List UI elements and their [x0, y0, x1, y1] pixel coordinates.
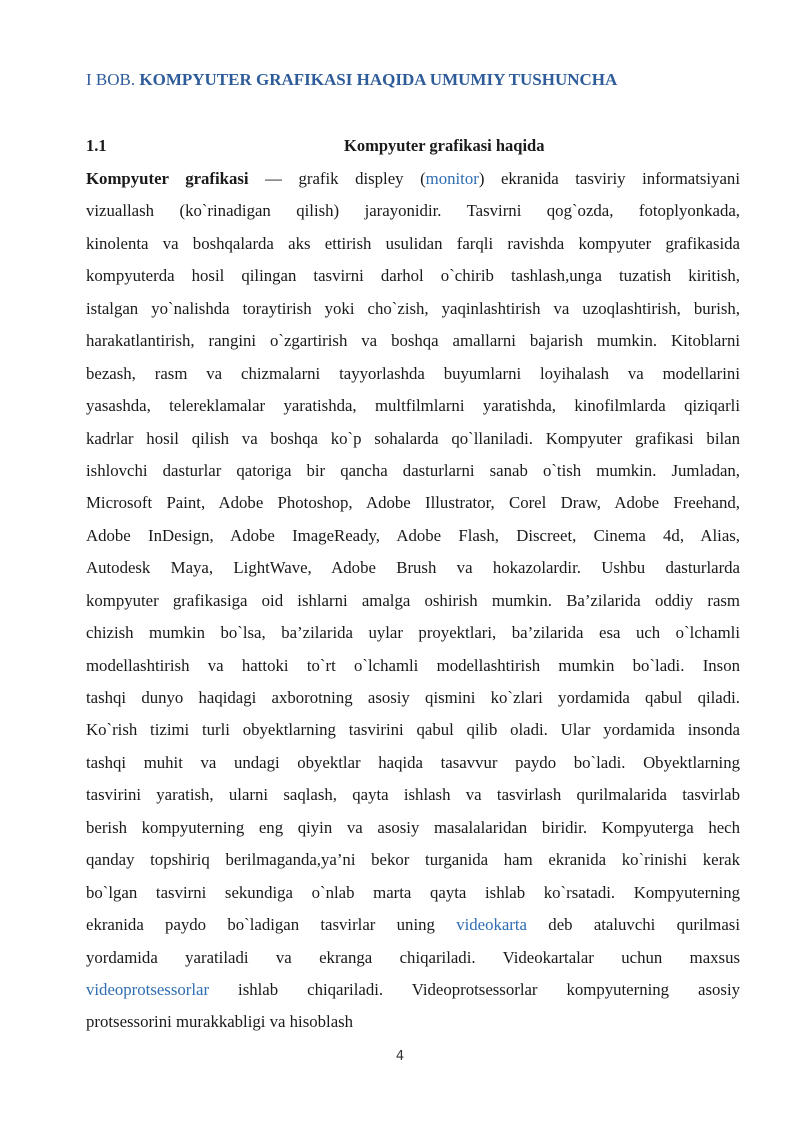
- paragraph-line: [86, 974, 740, 1006]
- paragraph-line: ishlovchi dasturlar qatoriga bir qancha dasturlarni sanab o`tish mumkin. Jumladan,: [86, 460, 740, 480]
- paragraph-line: harakatlantirish, rangini o`zgartirish va boshqa amallarni bajarish mumkin. Kitoblarni: [86, 331, 740, 351]
- paragraph-line-last: protsessorini murakkabligi va hisoblash: [86, 1012, 354, 1032]
- paragraph-line: tashqi dunyo haqidagi axborotning asosiy qismini ko`zlari yordamida qabul qiladi.: [86, 688, 740, 707]
- paragraph-line: modellashtirish va hattoki to`rt o`lchamli modellashtirish mumkin bo`ladi. Inson: [86, 655, 740, 675]
- page-number: 4: [395, 1049, 405, 1064]
- body-paragraph: [86, 163, 740, 1039]
- paragraph-line: qanday topshiriq berilmaganda,ya’ni bekor turganida ham ekranida ko`rinishi kerak: [86, 850, 740, 870]
- paragraph-line: kinolenta va boshqalarda aks ettirish usulidan farqli ravishda kompyuter grafikasida: [86, 233, 740, 253]
- section-title: Kompyuter grafikasi haqida: [344, 136, 545, 155]
- section-number: 1.1: [86, 136, 107, 155]
- paragraph-line: Adobe InDesign, Adobe ImageReady, Adobe Flash, Discreet, Cinema 4d, Alias,: [86, 525, 740, 545]
- paragraph-lines: [86, 195, 740, 909]
- paragraph-line: kadrlar hosil qilish va boshqa ko`p sohalarda qo`llaniladi. Kompyuter grafikasi bilan: [86, 428, 740, 448]
- paragraph-line: tasvirini yaratish, ularni saqlash, qayta ishlash va tasvirlash qurilmalarida tasvirlab: [86, 785, 740, 805]
- paragraph-text: ekranida paydo bo`ladigan tasvirlar uning: [86, 915, 457, 935]
- paragraph-line: bezash, rasm va chizmalarni tayyorlashda buyumlarni loyihalash va modellarini: [86, 363, 740, 383]
- paragraph-line: yasashda, telereklamalar yaratishda, multfilmlarni yaratishda, kinofilmlarda qiziqarli: [86, 396, 740, 416]
- section-heading: [86, 136, 740, 158]
- paragraph-line: tashqi muhit va undagi obyektlar haqida tasavvur paydo bo`ladi. Obyektlarning: [86, 752, 740, 772]
- monitor-link[interactable]: monitor: [425, 169, 479, 188]
- chapter-prefix: I BOB.: [86, 70, 140, 89]
- paragraph-line: berish kompyuterning eng qiyin va asosiy masalalaridan biridir. Kompyuterga hech: [86, 817, 740, 837]
- paragraph-line: istalgan yo`nalishda toraytirish yoki cho`zish, yaqinlashtirish va uzoqlashtirish, burish,: [86, 298, 740, 318]
- paragraph-line: [86, 163, 740, 195]
- paragraph-line: kompyuter grafikasiga oid ishlarni amalga oshirish mumkin. Ba’zilarida oddiy rasm: [86, 590, 740, 610]
- chapter-title: KOMPYUTER GRAFIKASI HAQIDA UMUMIY TUSHUNCHA: [139, 70, 618, 89]
- paragraph-line: kompyuterda hosil qilingan tasvirni darhol o`chirib tashlash,unga tuzatish kiritish,: [86, 266, 740, 286]
- paragraph-line: yordamida yaratiladi va ekranga chiqariladi. Videokartalar uchun maxsus: [86, 947, 740, 967]
- paragraph-text: ) ekranida tasviriy informatsiyani: [478, 169, 740, 188]
- paragraph-line: Microsoft Paint, Adobe Photoshop, Adobe Illustrator, Corel Draw, Adobe Freehand,: [86, 493, 740, 513]
- paragraph-text: — grafik displey (: [248, 169, 426, 188]
- videokarta-link[interactable]: videokarta: [456, 915, 528, 935]
- paragraph-line: [86, 909, 740, 941]
- paragraph-line: bo`lgan tasvirni sekundiga o`nlab marta qayta ishlab ko`rsatadi. Kompyuterning: [86, 882, 740, 902]
- paragraph-line: Autodesk Maya, LightWave, Adobe Brush va hokazolardir. Ushbu dasturlarda: [86, 558, 740, 578]
- chapter-heading: [86, 70, 740, 90]
- paragraph-line: chizish mumkin bo`lsa, ba’zilarida uylar proyektlari, ba’zilarida esa uch o`lchamli: [86, 623, 740, 643]
- videoprotsessorlar-link[interactable]: videoprotsessorlar: [86, 979, 210, 999]
- paragraph-line: Ko`rish tizimi turli obyektlarning tasvirini qabul qilib oladi. Ular yordamida insonda: [86, 720, 740, 740]
- paragraph-text: deb ataluvchi qurilmasi: [527, 915, 740, 935]
- paragraph-text: ishlab chiqariladi. Videoprotsessorlar kompyuterning asosiy: [209, 979, 740, 999]
- term-bold: Kompyuter grafikasi: [86, 169, 249, 188]
- paragraph-line: vizuallash (ko`rinadigan qilish) jarayonidir. Tasvirni qog`ozda, fotoplyonkada,: [86, 201, 740, 221]
